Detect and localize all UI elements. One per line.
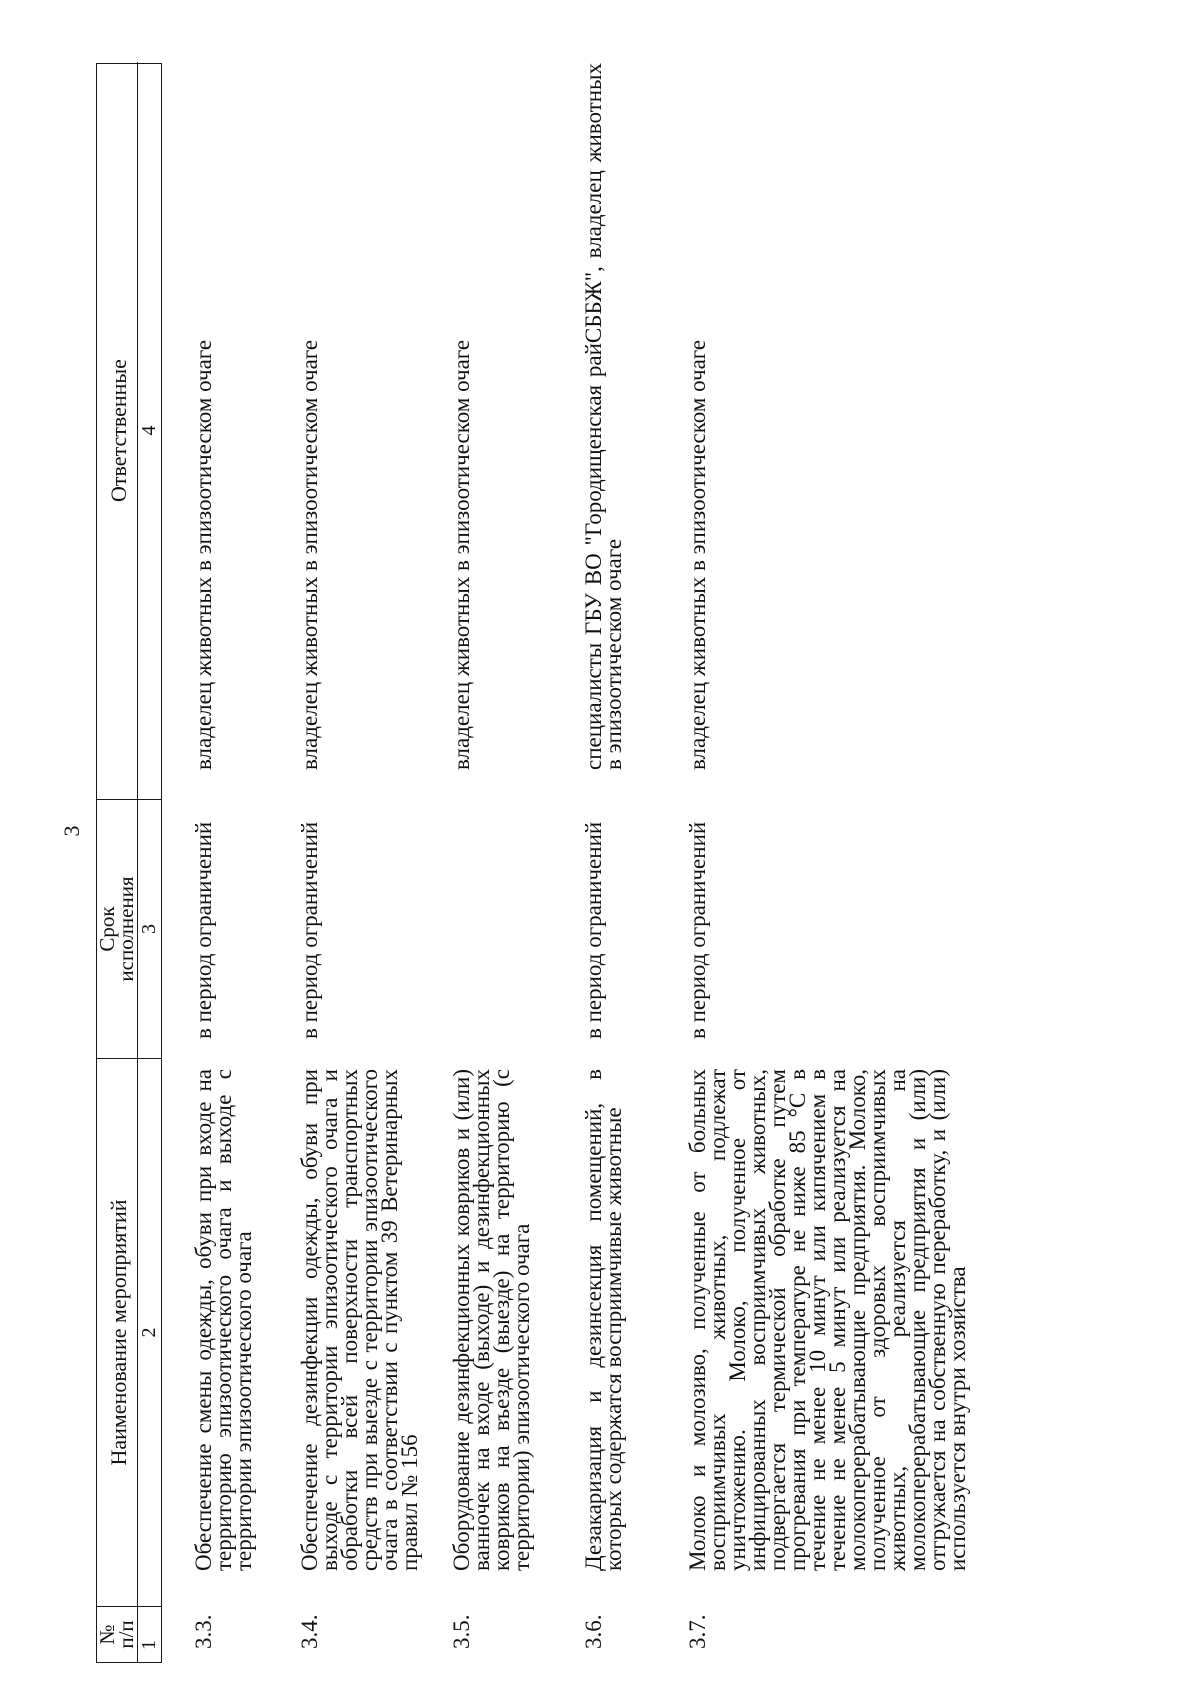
page-number: 3 [59,825,84,837]
row-number: 3.3. [191,1614,216,1649]
table-row [297,63,422,1663]
row-responsible: владелец животных в эпизоотическом очаге [191,339,216,770]
header-term-line2: исполнения [114,876,138,982]
row-term: в период ограничений [191,821,216,1039]
row-measure-text: Обеспечение смены одежды, обуви при входе на территорию эпизоотического очага и выходе с территории эпизоотического очага [191,1069,256,1571]
header-term-line1: Срок [95,906,119,952]
row-term: в период ограничений [685,821,710,1039]
header-number-cell [97,1606,137,1662]
header-name-cell [97,1058,137,1606]
table-row [685,63,970,1663]
column-number-2: 2 [137,1058,161,1606]
header-responsible-cell [97,62,137,799]
header-responsible: Ответственные [106,359,131,502]
row-number: 3.7. [685,1614,710,1649]
row-measure-text: Оборудование дезинфекционных ковриков и (или) ванночек на входе (выходе) и дезинфекционных ковриков на въезде (выезде) на территорию (с территории) эпизоотического очага [449,1069,534,1571]
row-term: в период ограничений [581,821,606,1039]
header-number-line1: № [95,1624,119,1645]
column-number-1: 1 [137,1606,161,1662]
table-row [191,63,256,1663]
row-responsible: владелец животных в эпизоотическом очаге [449,339,474,770]
row-measure-text: Обеспечение дезинфекции одежды, обуви при выходе с территории эпизоотического очага и обработки всей поверхности транспортных средств при выезде с территории эпизоотического очага в соответствии с пунктом 39 Ветеринарных правил № 156 [297,1069,422,1571]
row-term: в период ограничений [297,821,322,1039]
row-responsible: специалисты ГБУ ВО "Городищенская райСББЖ", владелец животных в эпизоотическом очаге [581,63,626,770]
header-number-line2: п/п [114,1620,138,1649]
header-term-cell [97,799,137,1058]
column-number-3: 3 [137,799,161,1058]
rotated-landscape-sheet [96,63,1162,1663]
table-row [581,63,626,1663]
row-measure-text: Дезакаризация и дезинсекция помещений, в которых содержатся восприимчивые животные [581,1069,626,1571]
row-measure-text: Молоко и молозиво, полученные от больных восприимчивых животных, подлежат уничтожению. Молоко, полученное от инфицированных восприимчивых животных, подвергается термической обработке путем прогревания при температуре не ниже 85 °С в течение не менее 10 минут или кипячением в течение не менее 5 минут или реализуется на молокоперерабатывающие предприятия. Молоко, полученное от здоровых восприимчивых животных, реализуется на молокоперерабатывающие предприятия и (или) отгружается на собственную переработку, и (или) используется внутри хозяйства [685,1069,970,1571]
table-row [449,63,534,1663]
table-header [96,63,162,1663]
header-name: Наименование мероприятий [106,1199,131,1466]
column-number-4: 4 [137,62,161,799]
row-responsible: владелец животных в эпизоотическом очаге [685,339,710,770]
row-number: 3.6. [581,1614,606,1649]
row-number: 3.4. [297,1614,322,1649]
row-number: 3.5. [449,1614,474,1649]
row-responsible: владелец животных в эпизоотическом очаге [297,339,322,770]
row-term [452,800,532,1059]
